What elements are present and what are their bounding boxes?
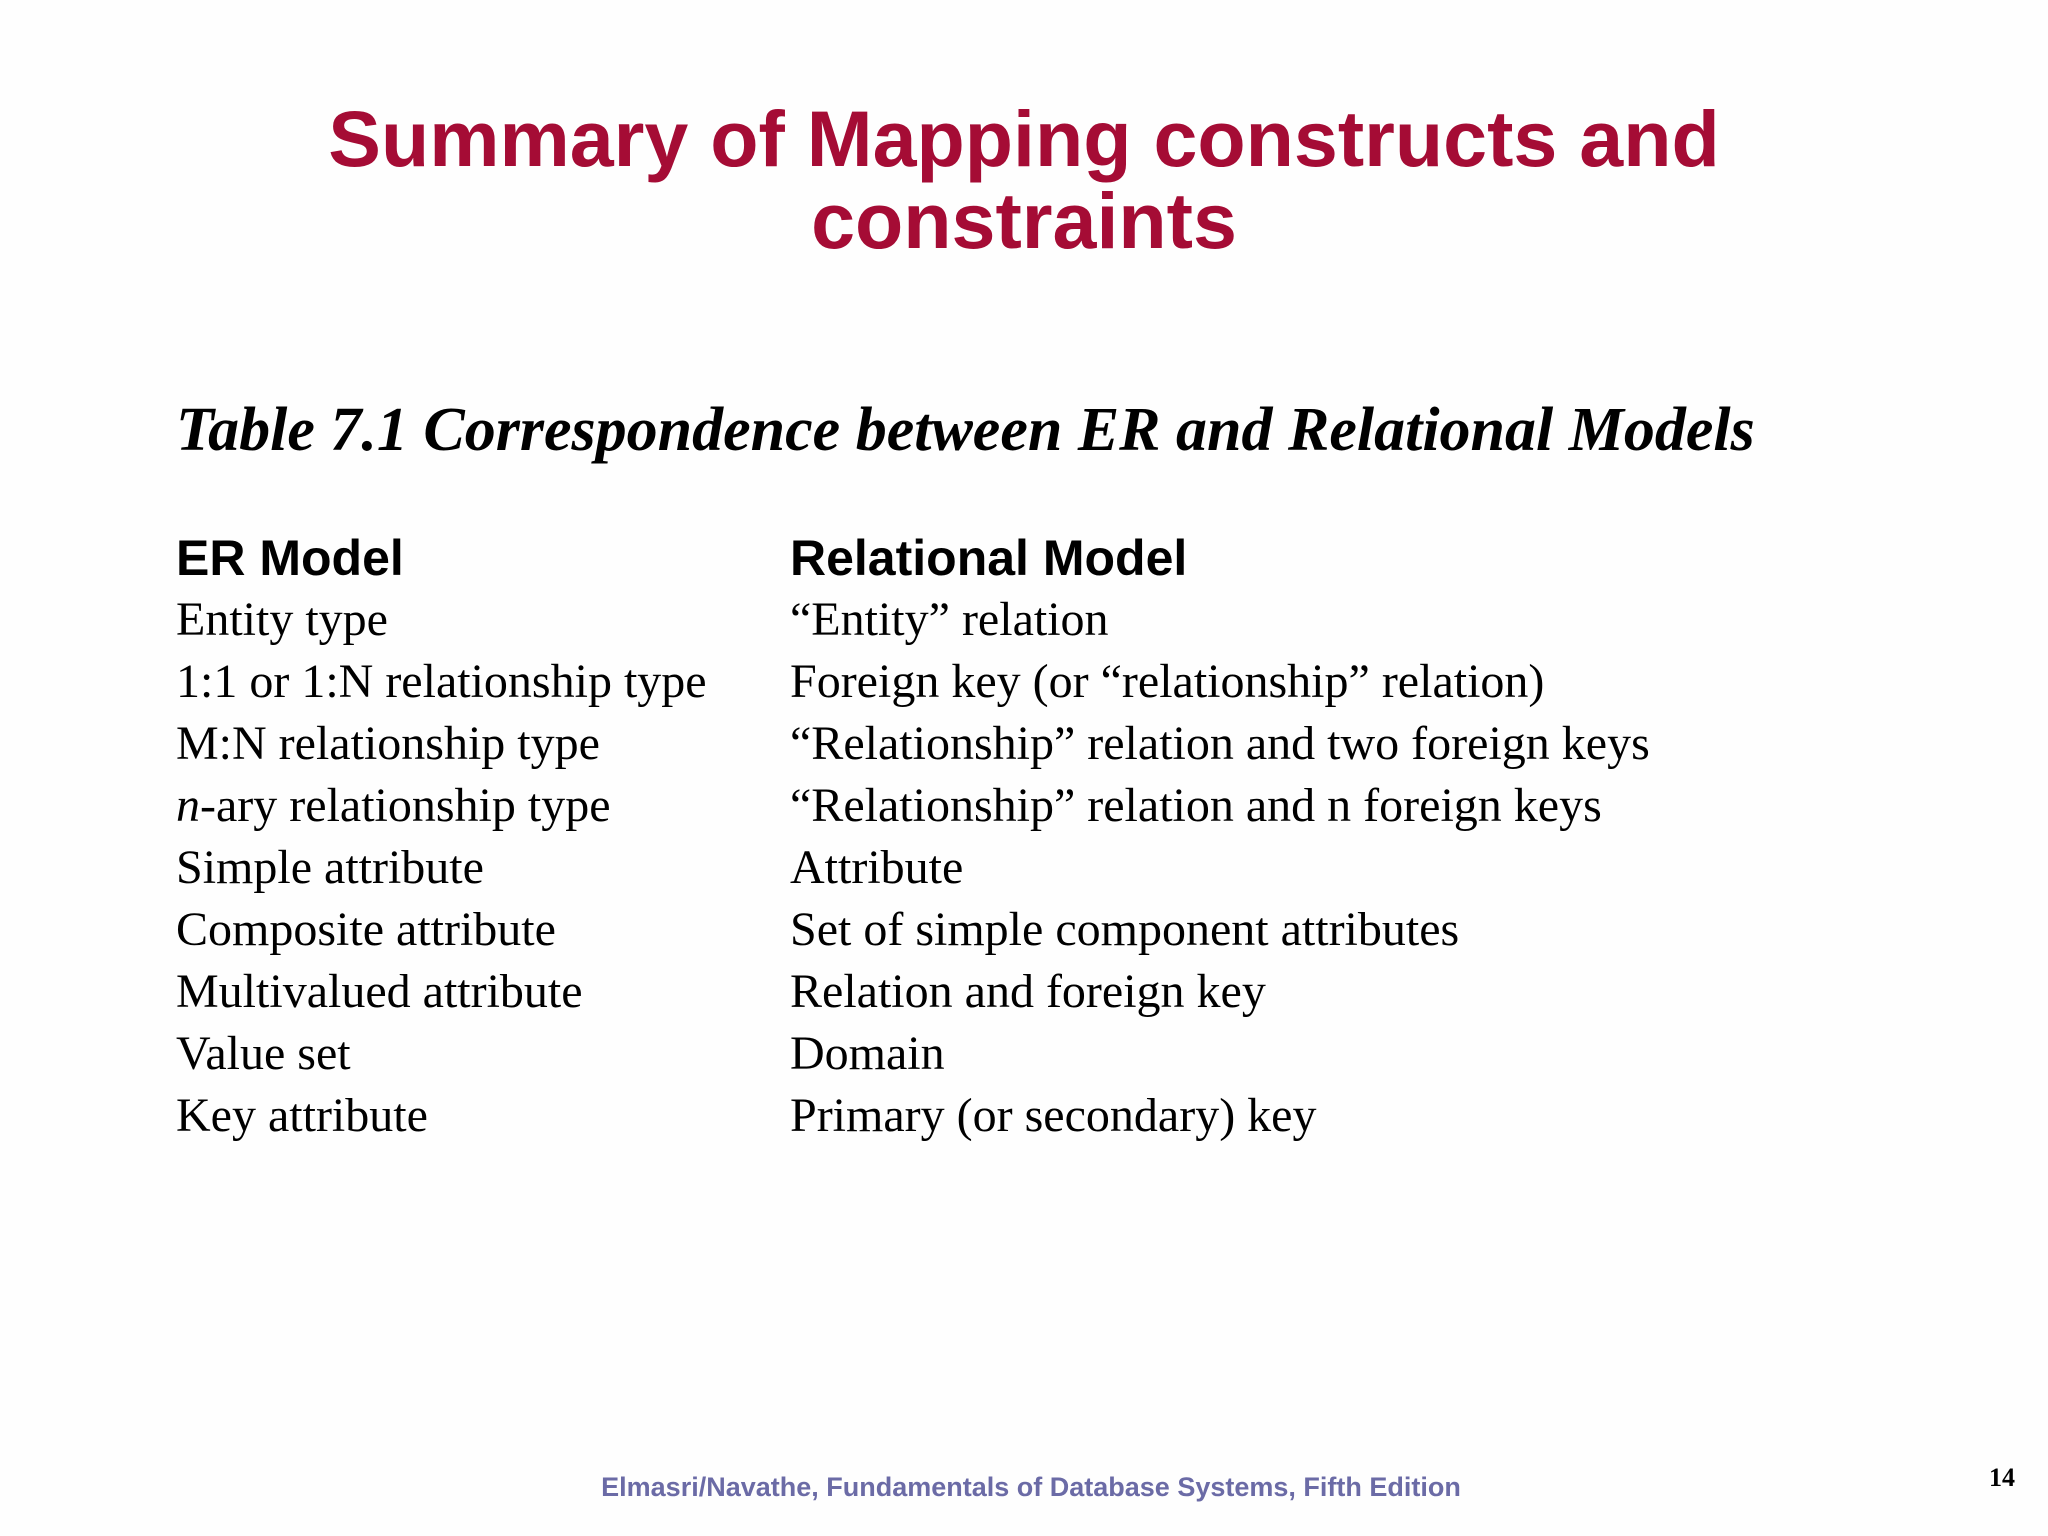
er-construct-rest: -ary relationship type: [200, 779, 611, 832]
header-er-model: ER Model: [176, 530, 404, 586]
slide-title-line-1: Summary of Mapping constructs and: [328, 94, 1720, 183]
er-construct: Simple attribute: [176, 841, 484, 894]
relational-construct: Primary (or secondary) key: [790, 1089, 1317, 1142]
table-row: [176, 899, 1790, 961]
page-number: 14: [1989, 1463, 2015, 1492]
er-construct: Value set: [176, 1027, 351, 1080]
slide-footer: Elmasri/Navathe, Fundamentals of Database Systems, Fifth Edition: [601, 1472, 1461, 1502]
er-construct: Entity type: [176, 593, 388, 646]
er-construct: Composite attribute: [176, 903, 556, 956]
er-construct: M:N relationship type: [176, 717, 600, 770]
relational-construct: Set of simple component attributes: [790, 903, 1460, 956]
table-row: [176, 961, 1790, 1023]
table-row: [176, 589, 1790, 651]
relational-construct: “Relationship” relation and n foreign keys: [790, 779, 1602, 832]
er-construct: 1:1 or 1:N relationship type: [176, 655, 707, 708]
relational-construct: Attribute: [790, 841, 964, 894]
table-row: [176, 775, 1790, 837]
relational-construct: “Relationship” relation and two foreign keys: [790, 717, 1650, 770]
table-row: [176, 1023, 1790, 1085]
relational-construct: Relation and foreign key: [790, 965, 1266, 1018]
table-row: [176, 713, 1790, 775]
er-construct: Key attribute: [176, 1089, 428, 1142]
correspondence-table: [176, 527, 1790, 1147]
table-header-row: [176, 527, 1790, 589]
er-construct-italic-prefix: n: [176, 779, 200, 832]
table-row: [176, 1085, 1790, 1147]
table-row: [176, 837, 1790, 899]
table-row: [176, 651, 1790, 713]
table-caption: Table 7.1 Correspondence between ER and Relational Models: [176, 396, 1755, 464]
relational-construct: Domain: [790, 1027, 945, 1080]
slide-title-line-2: constraints: [811, 176, 1237, 265]
slide-title: [0, 94, 2048, 265]
header-relational-model: Relational Model: [790, 530, 1188, 586]
relational-construct: “Entity” relation: [790, 593, 1109, 646]
relational-construct: Foreign key (or “relationship” relation): [790, 655, 1545, 708]
er-construct: [176, 775, 790, 837]
er-construct: Multivalued attribute: [176, 965, 583, 1018]
